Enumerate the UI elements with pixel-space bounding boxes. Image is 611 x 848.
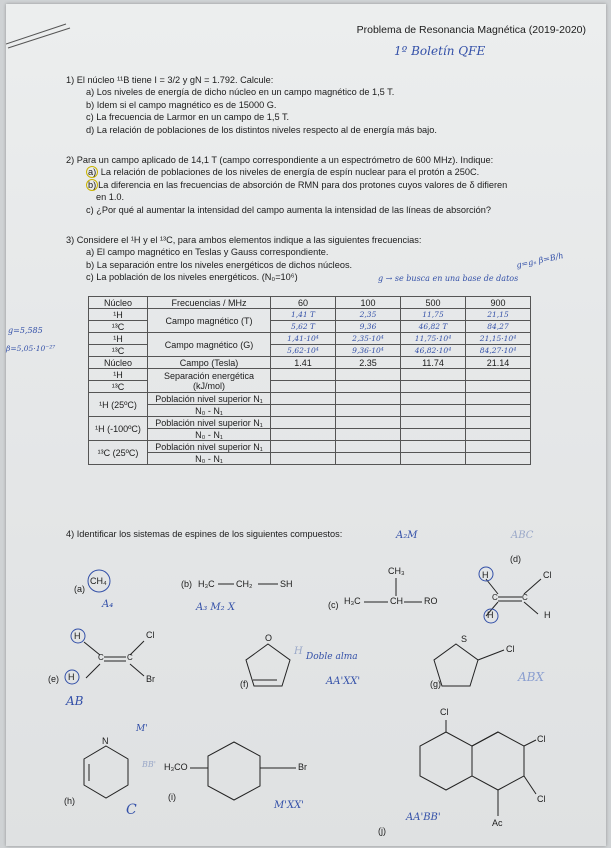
pen-stroke <box>8 28 70 48</box>
table-cell: 46,82·10⁴ <box>401 345 466 357</box>
formula: H₃CO <box>164 762 188 772</box>
handwritten-note: AB <box>66 694 84 708</box>
question-item: b) La separación entre los niveles energéticos de dichos núcleos. <box>86 259 353 270</box>
row-label: Población nivel superior N₁ <box>148 417 271 429</box>
row-label: Campo magnético (T) <box>148 309 271 333</box>
table-cell: 84,27·10⁴ <box>466 345 531 357</box>
col-header: 1.41 <box>271 357 336 369</box>
col-header: Núcleo <box>89 357 148 369</box>
formula: RO <box>424 596 438 606</box>
label-a: (a) <box>74 584 85 594</box>
formula: SH <box>280 579 293 589</box>
table-cell: 9,36·10⁴ <box>336 345 401 357</box>
formula: CH₄ <box>90 576 107 586</box>
question-item: La relación de poblaciones de los niveles de energía de espín nuclear para el protón a 250C. <box>98 167 480 178</box>
row-label: ¹H (25ºC) <box>89 393 148 417</box>
atom-label: C <box>127 653 133 662</box>
table-cell: 84,27 <box>466 321 531 333</box>
label-f: (f) <box>240 679 249 689</box>
row-label: ¹³C <box>89 321 148 333</box>
row-label: ¹³C <box>89 345 148 357</box>
handwritten-note: 1º Boletín QFE <box>394 44 486 58</box>
atom-label: C <box>98 653 104 662</box>
handwritten-note: H <box>294 646 303 657</box>
atom-label: Br <box>298 762 307 772</box>
exam-sheet <box>6 4 606 846</box>
label-h: (h) <box>64 796 75 806</box>
bond <box>478 650 504 660</box>
label-g: (g) <box>430 679 441 689</box>
label-c: (c) <box>328 600 339 610</box>
question-item: c) La población de los niveles energéticos. (N₀=10⁶) <box>86 272 298 283</box>
col-header: 900 <box>466 297 531 309</box>
handwritten-note: C <box>126 802 137 818</box>
handwritten-note: Doble alma <box>306 652 358 662</box>
structures-drawing <box>6 4 606 846</box>
label-b: (b) <box>181 579 192 589</box>
atom-label: C <box>522 593 528 602</box>
handwritten-note: AA'XX' <box>326 676 361 687</box>
atom-label: H <box>482 570 489 580</box>
row-label: ¹³C (25ºC) <box>89 441 148 465</box>
question-item: La diferencia en las frecuencias de absorción de RMN para dos protones cuyos valores de δ difieren <box>98 179 508 190</box>
table-cell: 11,75·10⁴ <box>401 333 466 345</box>
question-stem: 1) El núcleo ¹¹B tiene I = 3/2 y gN = 1.792. Calcule: <box>66 75 274 85</box>
atom-label: H <box>68 672 75 682</box>
atom-label: C <box>492 593 498 602</box>
row-label: ¹³C <box>89 381 148 393</box>
table-cell: 2,35·10⁴ <box>336 333 401 345</box>
formula: H₃C <box>344 596 361 606</box>
handwritten-note: A₂M <box>396 530 418 541</box>
atom-label: S <box>461 634 468 644</box>
naphthalene-ring-left <box>420 732 472 790</box>
bond <box>130 664 144 676</box>
atom-label: H <box>74 631 81 641</box>
bond <box>86 664 100 678</box>
handwritten-note: M'XX' <box>274 800 304 811</box>
handwritten-note: A₄ <box>102 599 114 610</box>
row-label: N₀ - N₁ <box>148 429 271 441</box>
question-item: c) ¿Por qué al aumentar la intensidad del campo aumenta la intensidad de las líneas de absorción? <box>86 204 492 215</box>
table-cell: 1,41·10⁴ <box>271 333 336 345</box>
highlight-mark: a) <box>88 167 97 178</box>
bond <box>524 740 536 746</box>
col-header: 100 <box>336 297 401 309</box>
formula: H₃C <box>198 579 215 589</box>
pen-stroke <box>6 24 66 44</box>
table-cell: 21,15 <box>466 309 531 321</box>
handwritten-note: BB' <box>142 760 156 769</box>
question-item: c) La frecuencia de Larmor en un campo de 1,5 T. <box>86 112 290 123</box>
handwritten-note: ABX <box>518 670 545 684</box>
table-cell: 11,75 <box>401 309 466 321</box>
row-label: ¹H (-100ºC) <box>89 417 148 441</box>
question-stem: 3) Considere el ¹H y el ¹³C, para ambos elementos indique a las siguientes frecuencias: <box>66 235 422 245</box>
table-cell: 21,15·10⁴ <box>466 333 531 345</box>
label-d: (d) <box>510 554 521 564</box>
pyridine-ring <box>84 746 128 798</box>
handwritten-note: g=5,585 <box>8 326 43 335</box>
col-header: 2.35 <box>336 357 401 369</box>
row-label: ¹H <box>89 369 148 381</box>
naphthalene-ring-right <box>472 732 524 790</box>
question-item: b) Idem si el campo magnético es de 15000 G. <box>86 99 277 110</box>
question-item: d) La relación de poblaciones de los distintos niveles respecto al de energía más bajo. <box>86 124 437 135</box>
question-stem: 4) Identificar los sistemas de espines de los siguientes compuestos: <box>66 529 343 539</box>
row-label: ¹H <box>89 333 148 345</box>
bond <box>524 602 538 614</box>
atom-label: O <box>265 633 273 643</box>
bond <box>524 579 541 594</box>
col-header: 500 <box>401 297 466 309</box>
atom-label: Cl <box>543 570 552 580</box>
table-cell: 5,62·10⁴ <box>271 345 336 357</box>
row-label: N₀ - N₁ <box>148 453 271 465</box>
handwritten-note: g → se busca en una base de datos <box>378 274 519 283</box>
col-header: 60 <box>271 297 336 309</box>
atom-label: H <box>487 610 494 620</box>
row-label: ¹H <box>89 309 148 321</box>
atom-label: Ac <box>492 818 503 828</box>
question-item: a) El campo magnético en Teslas y Gauss correspondiente. <box>86 247 329 258</box>
formula: CH <box>390 596 403 606</box>
handwritten-note: β=5,05·10⁻²⁷ <box>6 344 56 353</box>
atom-label: Cl <box>537 734 546 744</box>
atom-label: Cl <box>146 630 155 640</box>
table-cell: 46,82 T <box>401 321 466 333</box>
handwritten-note: ABC <box>511 530 534 541</box>
question-item-cont: en 1.0. <box>96 192 125 203</box>
atom-label: Cl <box>537 794 546 804</box>
handwritten-note: g=gₙ β=B/h <box>515 251 565 270</box>
formula: CH₂ <box>236 579 253 589</box>
col-header: Núcleo <box>89 297 148 309</box>
col-header: Campo (Tesla) <box>148 357 271 369</box>
col-header: 11.74 <box>401 357 466 369</box>
atom-label: Cl <box>506 644 515 654</box>
row-label: Población nivel superior N₁ <box>148 441 271 453</box>
row-label: N₀ - N₁ <box>148 405 271 417</box>
handwritten-note: M' <box>136 724 148 734</box>
question-item: a) Los niveles de energía de dicho núcleo en un campo magnético de 1,5 T. <box>86 87 395 98</box>
atom-label: Cl <box>440 707 449 717</box>
label-j: (j) <box>378 826 386 836</box>
bond <box>472 732 498 746</box>
table-cell: 2,35 <box>336 309 401 321</box>
bond <box>524 776 536 794</box>
formula: CH₃ <box>388 566 405 576</box>
handwritten-note: A₃ M₂ X <box>196 602 235 613</box>
col-header: 21.14 <box>466 357 531 369</box>
table-cell: 1,41 T <box>271 309 336 321</box>
row-label: Población nivel superior N₁ <box>148 393 271 405</box>
row-label: Separación energética (kJ/mol) <box>148 369 271 393</box>
atom-label: N <box>102 736 109 746</box>
table-cell: 5,62 T <box>271 321 336 333</box>
page-title: Problema de Resonancia Magnética (2019-2020) <box>356 24 586 36</box>
question-stem: 2) Para un campo aplicado de 14,1 T (campo correspondiente a un espectrómetro de 600 MHz). Indique: <box>66 155 494 165</box>
atom-label: H <box>544 610 551 620</box>
handwritten-note: AA'BB' <box>406 812 441 823</box>
table-cell: 9,36 <box>336 321 401 333</box>
atom-label: Br <box>146 674 155 684</box>
highlight-mark: b) <box>88 179 97 190</box>
label-e: (e) <box>48 674 59 684</box>
benzene-ring <box>208 742 260 800</box>
row-label: Campo magnético (G) <box>148 333 271 357</box>
col-header: Frecuencias / MHz <box>148 297 271 309</box>
label-i: (i) <box>168 792 176 802</box>
